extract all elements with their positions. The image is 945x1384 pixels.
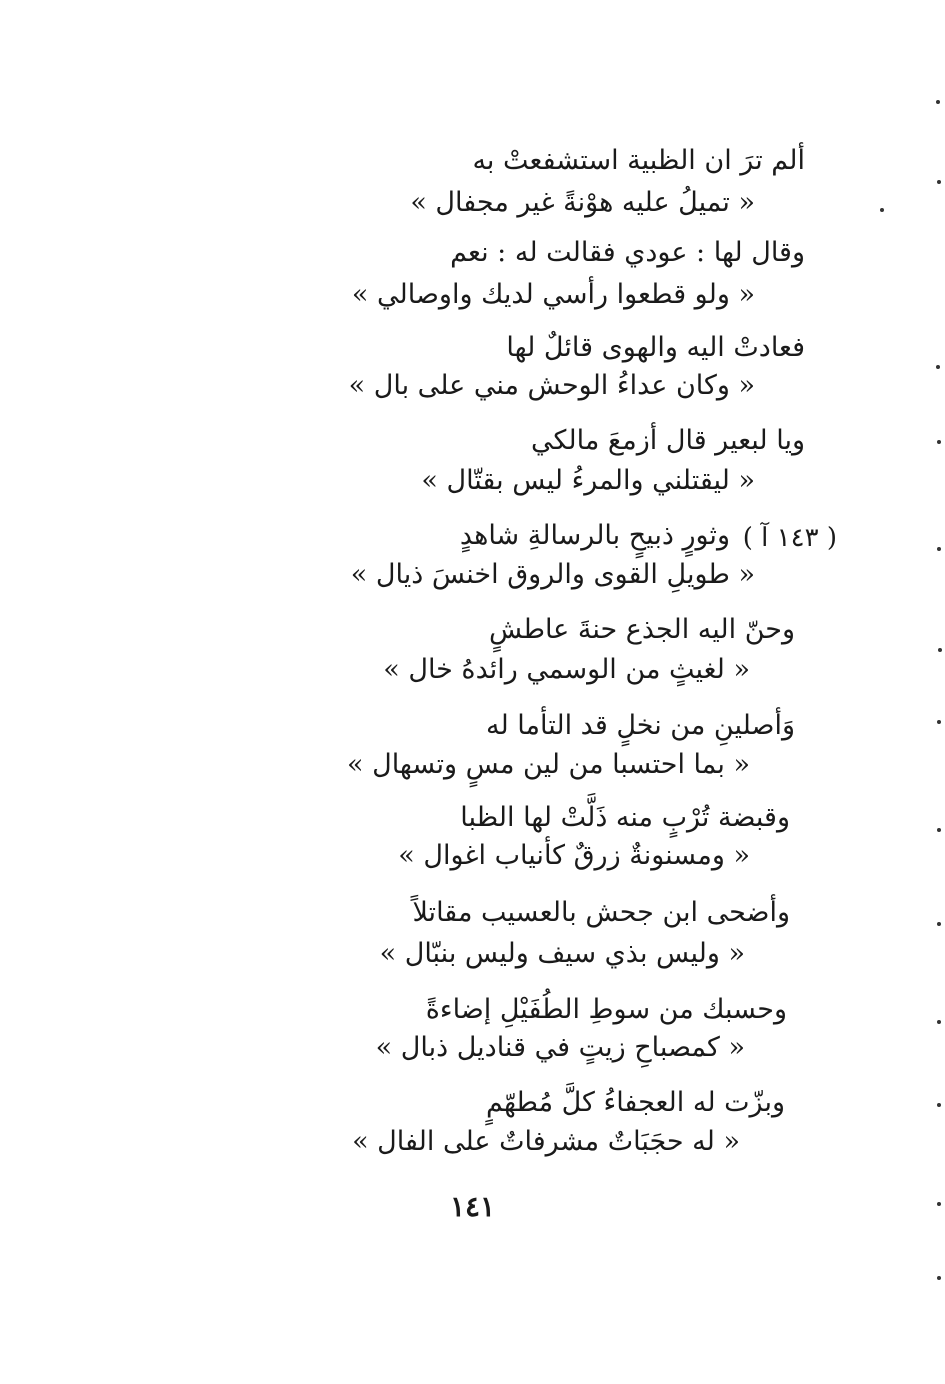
scan-speck bbox=[937, 440, 941, 444]
verse-9-second-hemistich: « وليس بذي سيف وليس بنبّال » bbox=[379, 938, 745, 969]
verse-7-second-hemistich: « بما احتسبا من لين مسٍ وتسهال » bbox=[346, 749, 750, 780]
scan-speck bbox=[937, 1202, 941, 1206]
verse-9-first-hemistich: وأضحى ابن جحش بالعسيب مقاتلاً bbox=[412, 897, 790, 928]
verse-4-second-hemistich: « ليقتلني والمرءُ ليس بقتّال » bbox=[421, 465, 755, 496]
scan-speck bbox=[880, 208, 884, 212]
verse-3-first-hemistich: فعادتْ اليه والهوى قائلٌ لها bbox=[506, 332, 805, 363]
verse-3-second-hemistich: « وكان عداءُ الوحش مني على بال » bbox=[348, 370, 755, 401]
scan-speck bbox=[937, 720, 941, 724]
verse-1-first-hemistich: ألم ترَ ان الظبية استشفعتْ به bbox=[472, 145, 805, 176]
scan-speck bbox=[936, 100, 940, 104]
verse-8-second-hemistich: « ومسنونةٌ زرقٌ كأنياب اغوال » bbox=[398, 840, 750, 871]
verse-2-first-hemistich: وقال لها : عودي فقالت له : نعم bbox=[450, 237, 805, 268]
verse-11-second-hemistich: « له حجَبَاتٌ مشرفاتٌ على الفال » bbox=[352, 1126, 740, 1157]
scan-speck bbox=[937, 1276, 941, 1280]
scan-speck bbox=[938, 648, 942, 652]
page-number: ١٤١ bbox=[449, 1190, 496, 1223]
verse-5-first-hemistich: وثورٍ ذبيحٍ بالرسالةِ شاهدٍ bbox=[459, 520, 730, 551]
scan-speck bbox=[937, 828, 941, 832]
verse-8-first-hemistich: وقبضة تُرْبٍ منه ذَلَّتْ لها الظبا bbox=[460, 802, 790, 833]
scan-speck bbox=[937, 180, 941, 184]
scan-speck bbox=[937, 1103, 941, 1107]
scan-speck bbox=[937, 547, 941, 551]
verse-2-second-hemistich: « ولو قطعوا رأسي لديك واوصالي » bbox=[351, 279, 755, 310]
verse-5-second-hemistich: « طويلِ القوى والروق اخنسَ ذيال » bbox=[350, 559, 755, 590]
scan-speck bbox=[937, 922, 941, 926]
verse-11-first-hemistich: وبزّت له العجفاءُ كلَّ مُطهّمٍ bbox=[486, 1087, 785, 1118]
verse-4-first-hemistich: ويا لبعير قال أزمعَ مالكي bbox=[530, 425, 805, 456]
verse-6-second-hemistich: « لغيثٍ من الوسمي رائدهُ خال » bbox=[383, 654, 750, 685]
manuscript-folio-note: ( ١٤٣ آ ) bbox=[742, 523, 837, 553]
verse-7-first-hemistich: وَأصلينِ من نخلٍ قد التأما له bbox=[486, 710, 795, 741]
verse-6-first-hemistich: وحنّ اليه الجذع حنةَ عاطشٍ bbox=[489, 614, 795, 645]
scan-speck bbox=[936, 365, 940, 369]
scan-speck bbox=[937, 1020, 941, 1024]
verse-10-first-hemistich: وحسبك من سوطِ الطُفَيْلِ إضاءةً bbox=[425, 994, 787, 1025]
verse-1-second-hemistich: « تميلُ عليه هوْنةً غير مجفال » bbox=[410, 187, 755, 218]
verse-10-second-hemistich: « كمصباحِ زيتٍ في قناديل ذبال » bbox=[375, 1032, 745, 1063]
